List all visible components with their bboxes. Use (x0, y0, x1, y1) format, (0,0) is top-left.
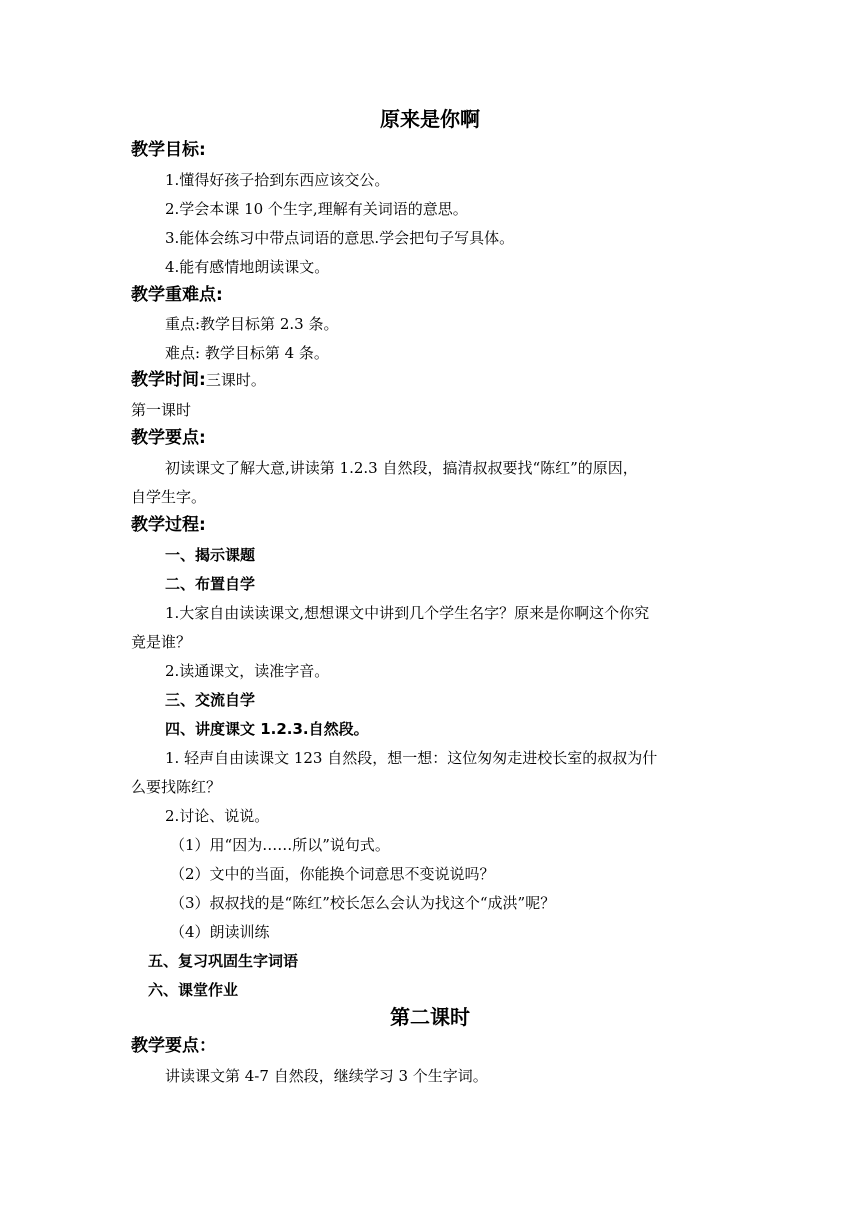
step-heading: 四、讲度课文 1.2.3.自然段。 (165, 720, 369, 738)
step-text: 竟是谁？ (131, 633, 192, 651)
step-heading: 六、课堂作业 (148, 981, 239, 999)
page-title: 原来是你啊 (380, 107, 480, 131)
step-text: 么要找陈红？ (131, 778, 222, 796)
step-heading: 三、交流自学 (165, 691, 256, 709)
sub-item: （2）文中的当面，你能换个词意思不变说说吗？ (170, 865, 495, 883)
step-heading: 一、揭示课题 (165, 546, 256, 564)
time-value: 三课时。 (205, 371, 266, 389)
process-heading: 教学过程: (131, 515, 206, 535)
points-text: 自学生字。 (131, 488, 207, 506)
goal-item: 3.能体会练习中带点词语的意思.学会把句子写具体。 (165, 229, 515, 247)
goals-heading: 教学目标: (131, 140, 206, 160)
sub-item: （1）用“因为……所以”说句式。 (170, 836, 390, 854)
difficulty-heading: 教学重难点: (131, 285, 223, 305)
sub-item: （4）朗读训练 (170, 923, 270, 941)
points-heading: 教学要点: (131, 428, 206, 448)
step-text: 2.讨论、说说。 (165, 807, 270, 825)
goal-item: 1.懂得好孩子拾到东西应该交公。 (165, 171, 390, 189)
step-text: 1.大家自由读读课文,想想课文中讲到几个学生名字？原来是你啊这个你究 (165, 604, 650, 622)
time-row (131, 370, 266, 390)
lesson2-title: 第二课时 (390, 1005, 470, 1029)
step-heading: 二、布置自学 (165, 575, 256, 593)
lesson1-label: 第一课时 (131, 401, 192, 419)
points2-heading: 教学要点： (131, 1036, 216, 1056)
step-heading: 五、复习巩固生字词语 (148, 952, 299, 970)
goal-item: 2.学会本课 10 个生字,理解有关词语的意思。 (165, 200, 468, 218)
step-text: 2.读通课文，读准字音。 (165, 662, 330, 680)
difficult-point: 难点: 教学目标第 4 条。 (165, 344, 329, 362)
key-point: 重点:教学目标第 2.3 条。 (165, 315, 339, 333)
sub-item: （3）叔叔找的是“陈红”校长怎么会认为找这个“成洪”呢？ (170, 894, 556, 912)
points-text: 初读课文了解大意,讲读第 1.2.3 自然段，搞清叔叔要找“陈红”的原因， (165, 459, 638, 477)
points2-text: 讲读课文第 4-7 自然段，继续学习 3 个生字词。 (165, 1067, 488, 1085)
goal-item: 4.能有感情地朗读课文。 (165, 258, 330, 276)
time-heading: 教学时间: (131, 370, 206, 390)
step-text: 1. 轻声自由读课文 123 自然段，想一想：这位匆匆走进校长室的叔叔为什 (165, 749, 658, 767)
